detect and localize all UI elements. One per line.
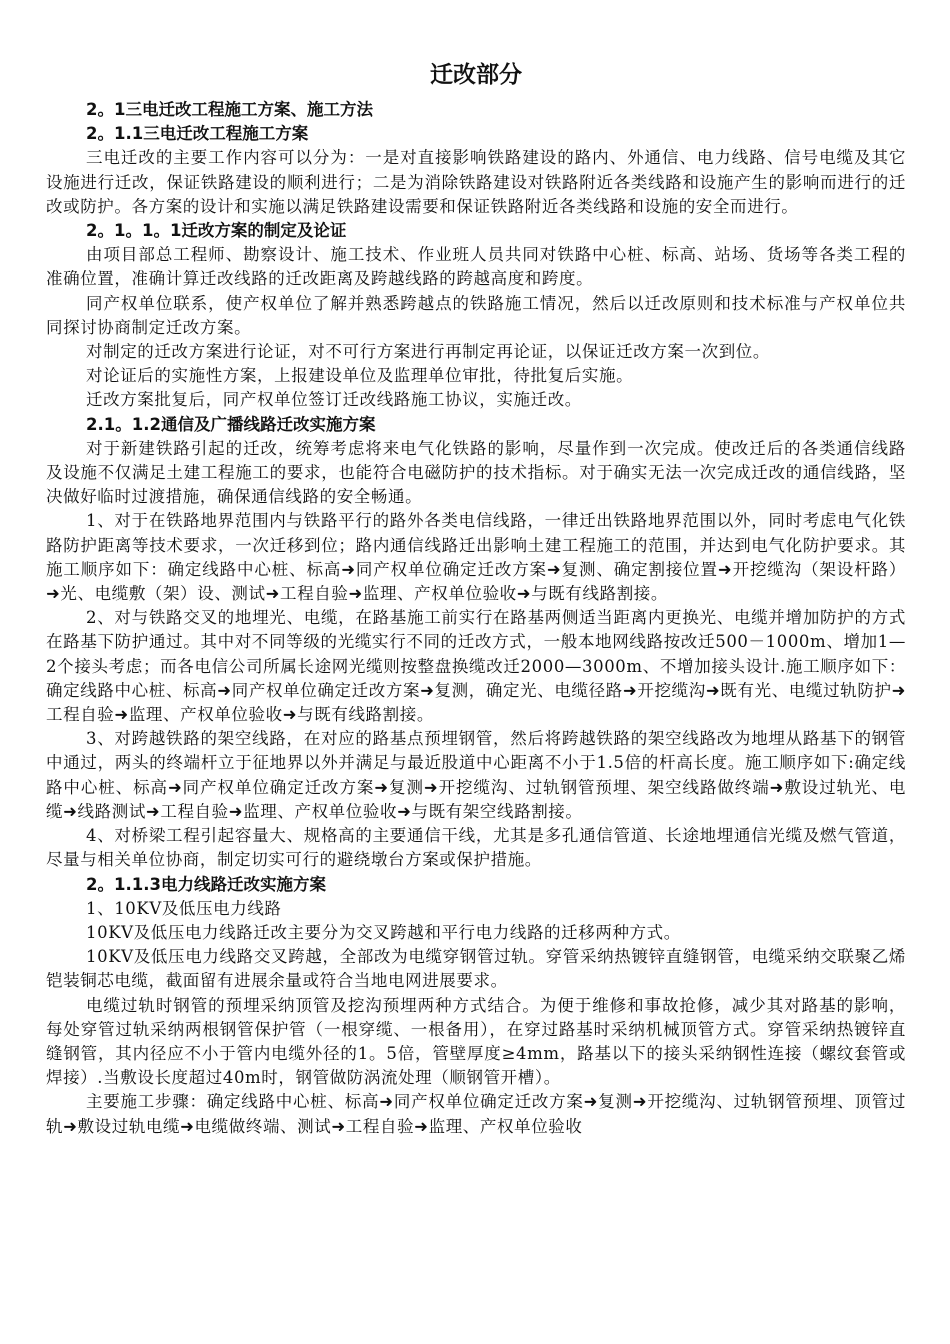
body-paragraph: 由项目部总工程师、勘察设计、施工技术、作业班人员共同对铁路中心桩、标高、站场、货场等各类工程的准确位置，准确计算迁改线路的迁改距离及跨越线路的跨越高度和跨度。 [46, 245, 906, 289]
body-paragraph: 三电迁改的主要工作内容可以分为：一是对直接影响铁路建设的路内、外通信、电力线路、信号电缆及其它设施进行迁改，保证铁路建设的顺利进行；二是为消除铁路建设对铁路附近各类线路和设施产生的影响而进行的迁改或防护。各方案的设计和实施以满足铁路建设需要和保证铁路附近各类线路和设施的安全而进行。 [46, 148, 906, 216]
body-paragraph: 10KV及低压电力线路交叉跨越，全部改为电缆穿钢管过轨。穿管采纳热镀锌直缝钢管，电缆采纳交联聚乙烯铠装铜芯电缆，截面留有进展余量或符合当地电网进展要求。 [46, 947, 906, 991]
section-heading: 2。1。1。1迁改方案的制定及论证 [86, 221, 347, 241]
section-heading: 2.1。1.2通信及广播线路迁改实施方案 [86, 414, 376, 434]
body-paragraph: 电缆过轨时钢管的预埋采纳顶管及挖沟预埋两种方式结合。为便于维修和事故抢修，减少其对路基的影响，每处穿管过轨采纳两根钢管保护管（一根穿缆、一根备用），在穿过路基时采纳机械顶管方式。穿管采纳热镀锌直缝钢管，其内径应不小于管内电缆外径的1。5倍，管壁厚度≥4mm，路基以下的接头采纳钢性连接（螺纹套管或焊接）.当敷设长度超过40m时，钢管做防涡流处理（顺钢管开槽）。 [46, 995, 906, 1088]
page-title: 迁改部分 [430, 62, 522, 88]
section-heading: 2。1.1.3电力线路迁改实施方案 [86, 874, 326, 894]
body-paragraph: 对论证后的实施性方案，上报建设单位及监理单位审批，待批复后实施。 [86, 366, 634, 386]
section-heading: 2。1.1三电迁改工程施工方案 [86, 124, 309, 144]
body-paragraph: 4、对桥梁工程引起容量大、规格高的主要通信干线，尤其是多孔通信管道、长途地埋通信光缆及燃气管道，尽量与相关单位协商，制定切实可行的避绕墩台方案或保护措施。 [46, 826, 906, 870]
body-paragraph: 3、对跨越铁路的架空线路，在对应的路基点预埋钢管，然后将跨越铁路的架空线路改为地埋从路基下的钢管中通过，两头的终端杆立于征地界以外并满足与最近股道中心距离不小于1.5倍的杆高长度。施工顺序如下:确定线路中心桩、标高➜同产权单位确定迁改方案➜复测➜开挖缆沟、过轨钢管预埋、架空线路做终端➜敷设过轨光、电缆➜线路测试➜工程自验➜监理、产权单位验收➜与既有架空线路割接。 [46, 729, 906, 821]
body-paragraph: 同产权单位联系，使产权单位了解并熟悉跨越点的铁路施工情况，然后以迁改原则和技术标准与产权单位共同探讨协商制定迁改方案。 [46, 293, 906, 337]
body-paragraph: 10KV及低压电力线路迁改主要分为交叉跨越和平行电力线路的迁移两种方式。 [86, 922, 681, 942]
body-paragraph: 1、对于在铁路地界范围内与铁路平行的路外各类电信线路，一律迁出铁路地界范围以外，同时考虑电气化铁路防护距离等技术要求，一次迁移到位；路内通信线路迁出影响土建工程施工的范围，并达到电气化防护要求。其施工顺序如下：确定线路中心桩、标高➜同产权单位确定迁改方案➜复测、确定割接位置➜开挖缆沟（架设杆路）➜光、电缆敷（架）设、测试➜工程自验➜监理、产权单位验收➜与既有线路割接。 [46, 511, 906, 604]
document-page [46, 58, 906, 1139]
body-paragraph: 主要施工步骤：确定线路中心桩、标高➜同产权单位确定迁改方案➜复测➜开挖缆沟、过轨钢管预埋、顶管过轨➜敷设过轨电缆➜电缆做终端、测试➜工程自验➜监理、产权单位验收 [46, 1092, 906, 1136]
body-paragraph: 对制定的迁改方案进行论证，对不可行方案进行再制定再论证，以保证迁改方案一次到位。 [86, 342, 770, 362]
body-paragraph: 迁改方案批复后，同产权单位签订迁改线路施工协议，实施迁改。 [86, 390, 582, 410]
body-paragraph: 1、10KV及低压电力线路 [86, 898, 282, 918]
body-paragraph: 2、对与铁路交叉的地埋光、电缆，在路基施工前实行在路基两侧适当距离内更换光、电缆并增加防护的方式在路基下防护通过。其中对不同等级的光缆实行不同的迁改方式，一般本地网线路按改迁500－1000m、增加1—2个接头考虑；而各电信公司所属长途网光缆则按整盘换缆改迁2000—3000m、不增加接头设计.施工顺序如下：确定线路中心桩、标高➜同产权单位确定迁改方案➜复测，确定光、电缆径路➜开挖缆沟➜既有光、电缆过轨防护➜工程自验➜监理、产权单位验收➜与既有线路割接。 [46, 608, 906, 725]
section-heading: 2。1三电迁改工程施工方案、施工方法 [86, 100, 373, 119]
body-paragraph: 对于新建铁路引起的迁改，统筹考虑将来电气化铁路的影响，尽量作到一次完成。使改迁后的各类通信线路及设施不仅满足土建工程施工的要求，也能符合电磁防护的技术指标。对于确实无法一次完成迁改的通信线路，坚决做好临时过渡措施，确保通信线路的安全畅通。 [46, 438, 906, 507]
